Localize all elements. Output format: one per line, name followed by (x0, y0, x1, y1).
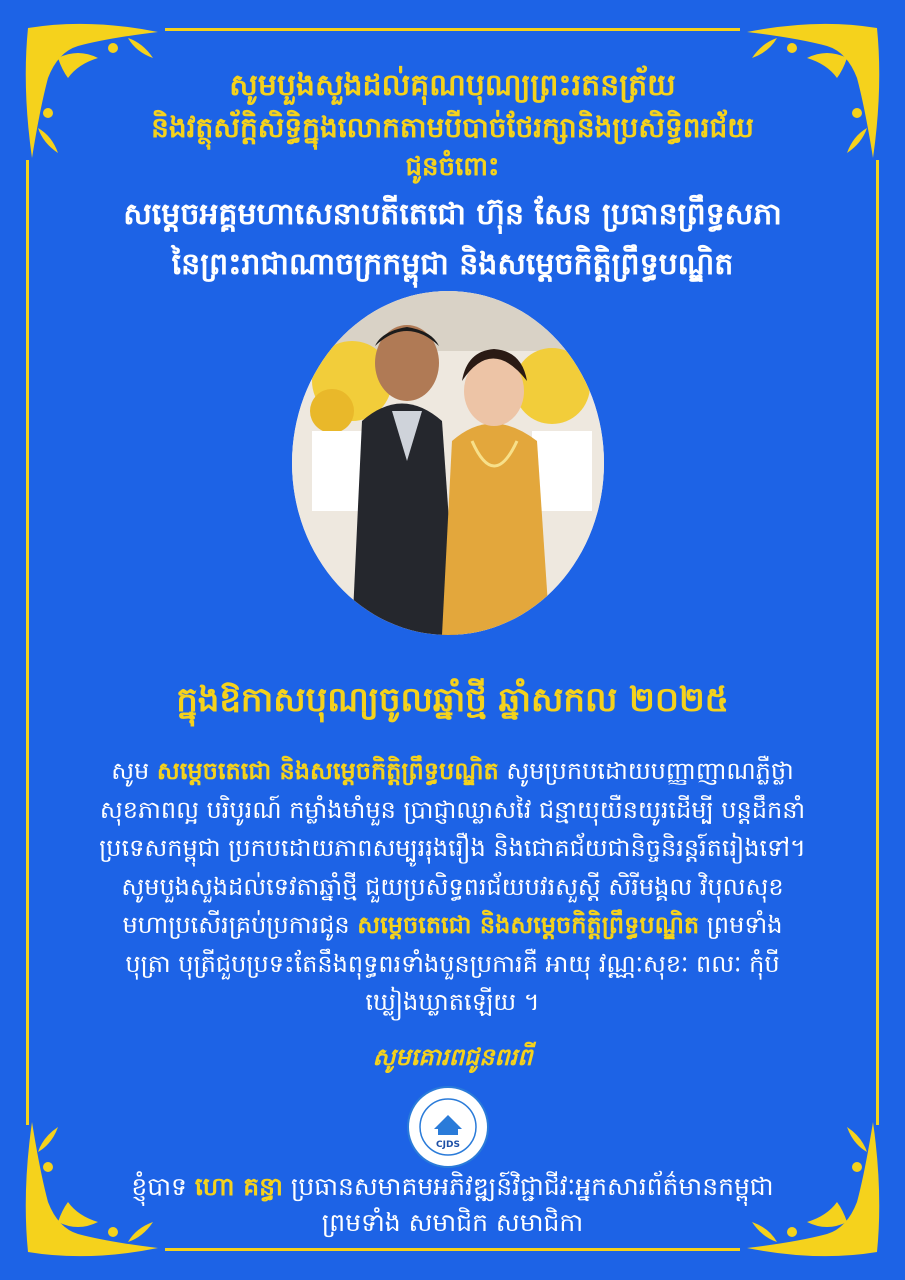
body-line-6: បុត្រា បុត្រីជួបប្រទះតែនឹងពុទ្ធពរទាំងបួនប្រការគឺ អាយុ វណ្ណៈសុខៈ ពលៈ កុំបី (125, 949, 780, 978)
recipient-title-line-1: សម្តេចអគ្គមហាសេនាបតីតេជោ ហ៊ុន សែន ប្រធានព្រឹទ្ធសភា (123, 197, 782, 232)
body-line-1-highlight: សម្តេចតេជោ និងសម្តេចកិត្តិព្រឹទ្ធបណ្ឌិត (156, 757, 499, 785)
recipient-title-line-2: នៃព្រះរាជាណាចក្រកម្ពុជា និងសម្តេចកិត្តិព្រឹទ្ធបណ្ឌិត (171, 247, 734, 282)
body-line-1 (60, 752, 845, 791)
body-line-3: ប្រទេសកម្ពុជា ប្រកបដោយភាពសម្បូររុងរឿង និងជោគជ័យជានិច្ចនិរន្តរ៍តរៀងទៅ។ (99, 834, 806, 862)
frame-right-line (876, 160, 879, 1125)
body-line-5-pre: មហាប្រសើរគ្រប់ប្រការជូន (122, 911, 358, 939)
body-line-5-post: ព្រមទាំង (699, 911, 783, 939)
blessing-heading-line-3: ជូនចំពោះ (405, 152, 500, 182)
body-line-5-highlight: សម្តេចតេជោ និងសម្តេចកិត្តិព្រឹទ្ធបណ្ឌិត (357, 911, 700, 939)
body-line-4: សូមបួងសួងដល់ទេវតាឆ្នាំថ្មី ជួយប្រសិទ្ធពរជ័យបវរសួស្តី សិរីមង្គល វិបុលសុខ (121, 872, 784, 901)
frame-bottom-line (165, 1248, 740, 1251)
frame-top-line (165, 28, 740, 31)
portrait-illustration (292, 291, 604, 635)
body-line-2: សុខភាពល្អ បរិបូរណ៍ កម្លាំងមាំមួន ប្រាជ្ញាឈ្លាសវៃ ជន្មាយុយឺនយូរដើម្បី បន្តដឹកនាំ (99, 795, 806, 824)
logo-text: CJDS (436, 1140, 460, 1150)
sender-line-2: ព្រមទាំង សមាជិក សមាជិកា (321, 1208, 584, 1237)
body-line-1-post: សូមប្រកបដោយបញ្ញាញាណភ្លឺថ្លា (498, 757, 794, 785)
regards-line: សូមគោរពជូនពរពី (372, 1043, 533, 1071)
blessing-heading-line-2: និងវត្ថុស័ក្តិសិទ្ធិក្នុងលោកតាមបីបាច់ថែរក្សានិងប្រសិទ្ធិពរជ័យ (151, 111, 754, 144)
sender-title: ប្រធានសមាគមអភិវឌ្ឍន៍វិជ្ជាជីវៈអ្នកសារព័ត៌មានកម្ពុជា (282, 1172, 774, 1201)
body-line-1-pre: សូម (111, 757, 157, 785)
blessing-heading-line-1: សូមបួងសួងដល់គុណបុណ្យព្រះរតនត្រ័យ (229, 68, 676, 103)
body-line-5 (60, 906, 845, 945)
sender-line-1 (0, 1172, 905, 1208)
sender-name: ហោ គន្ធា (194, 1172, 283, 1201)
occasion-title: ក្នុងឱកាសបុណ្យចូលឆ្នាំថ្មី ឆ្នាំសកល ២០២៥ (176, 680, 729, 720)
couple-portrait-photo (292, 291, 604, 635)
body-line-7: ឃ្លៀងឃ្លាតឡើយ ។ (365, 988, 540, 1016)
sender-prefix: ខ្ញុំបាទ (131, 1172, 195, 1201)
cjds-logo (406, 1085, 490, 1169)
blessing-body (60, 752, 845, 1022)
frame-left-line (26, 160, 29, 1125)
